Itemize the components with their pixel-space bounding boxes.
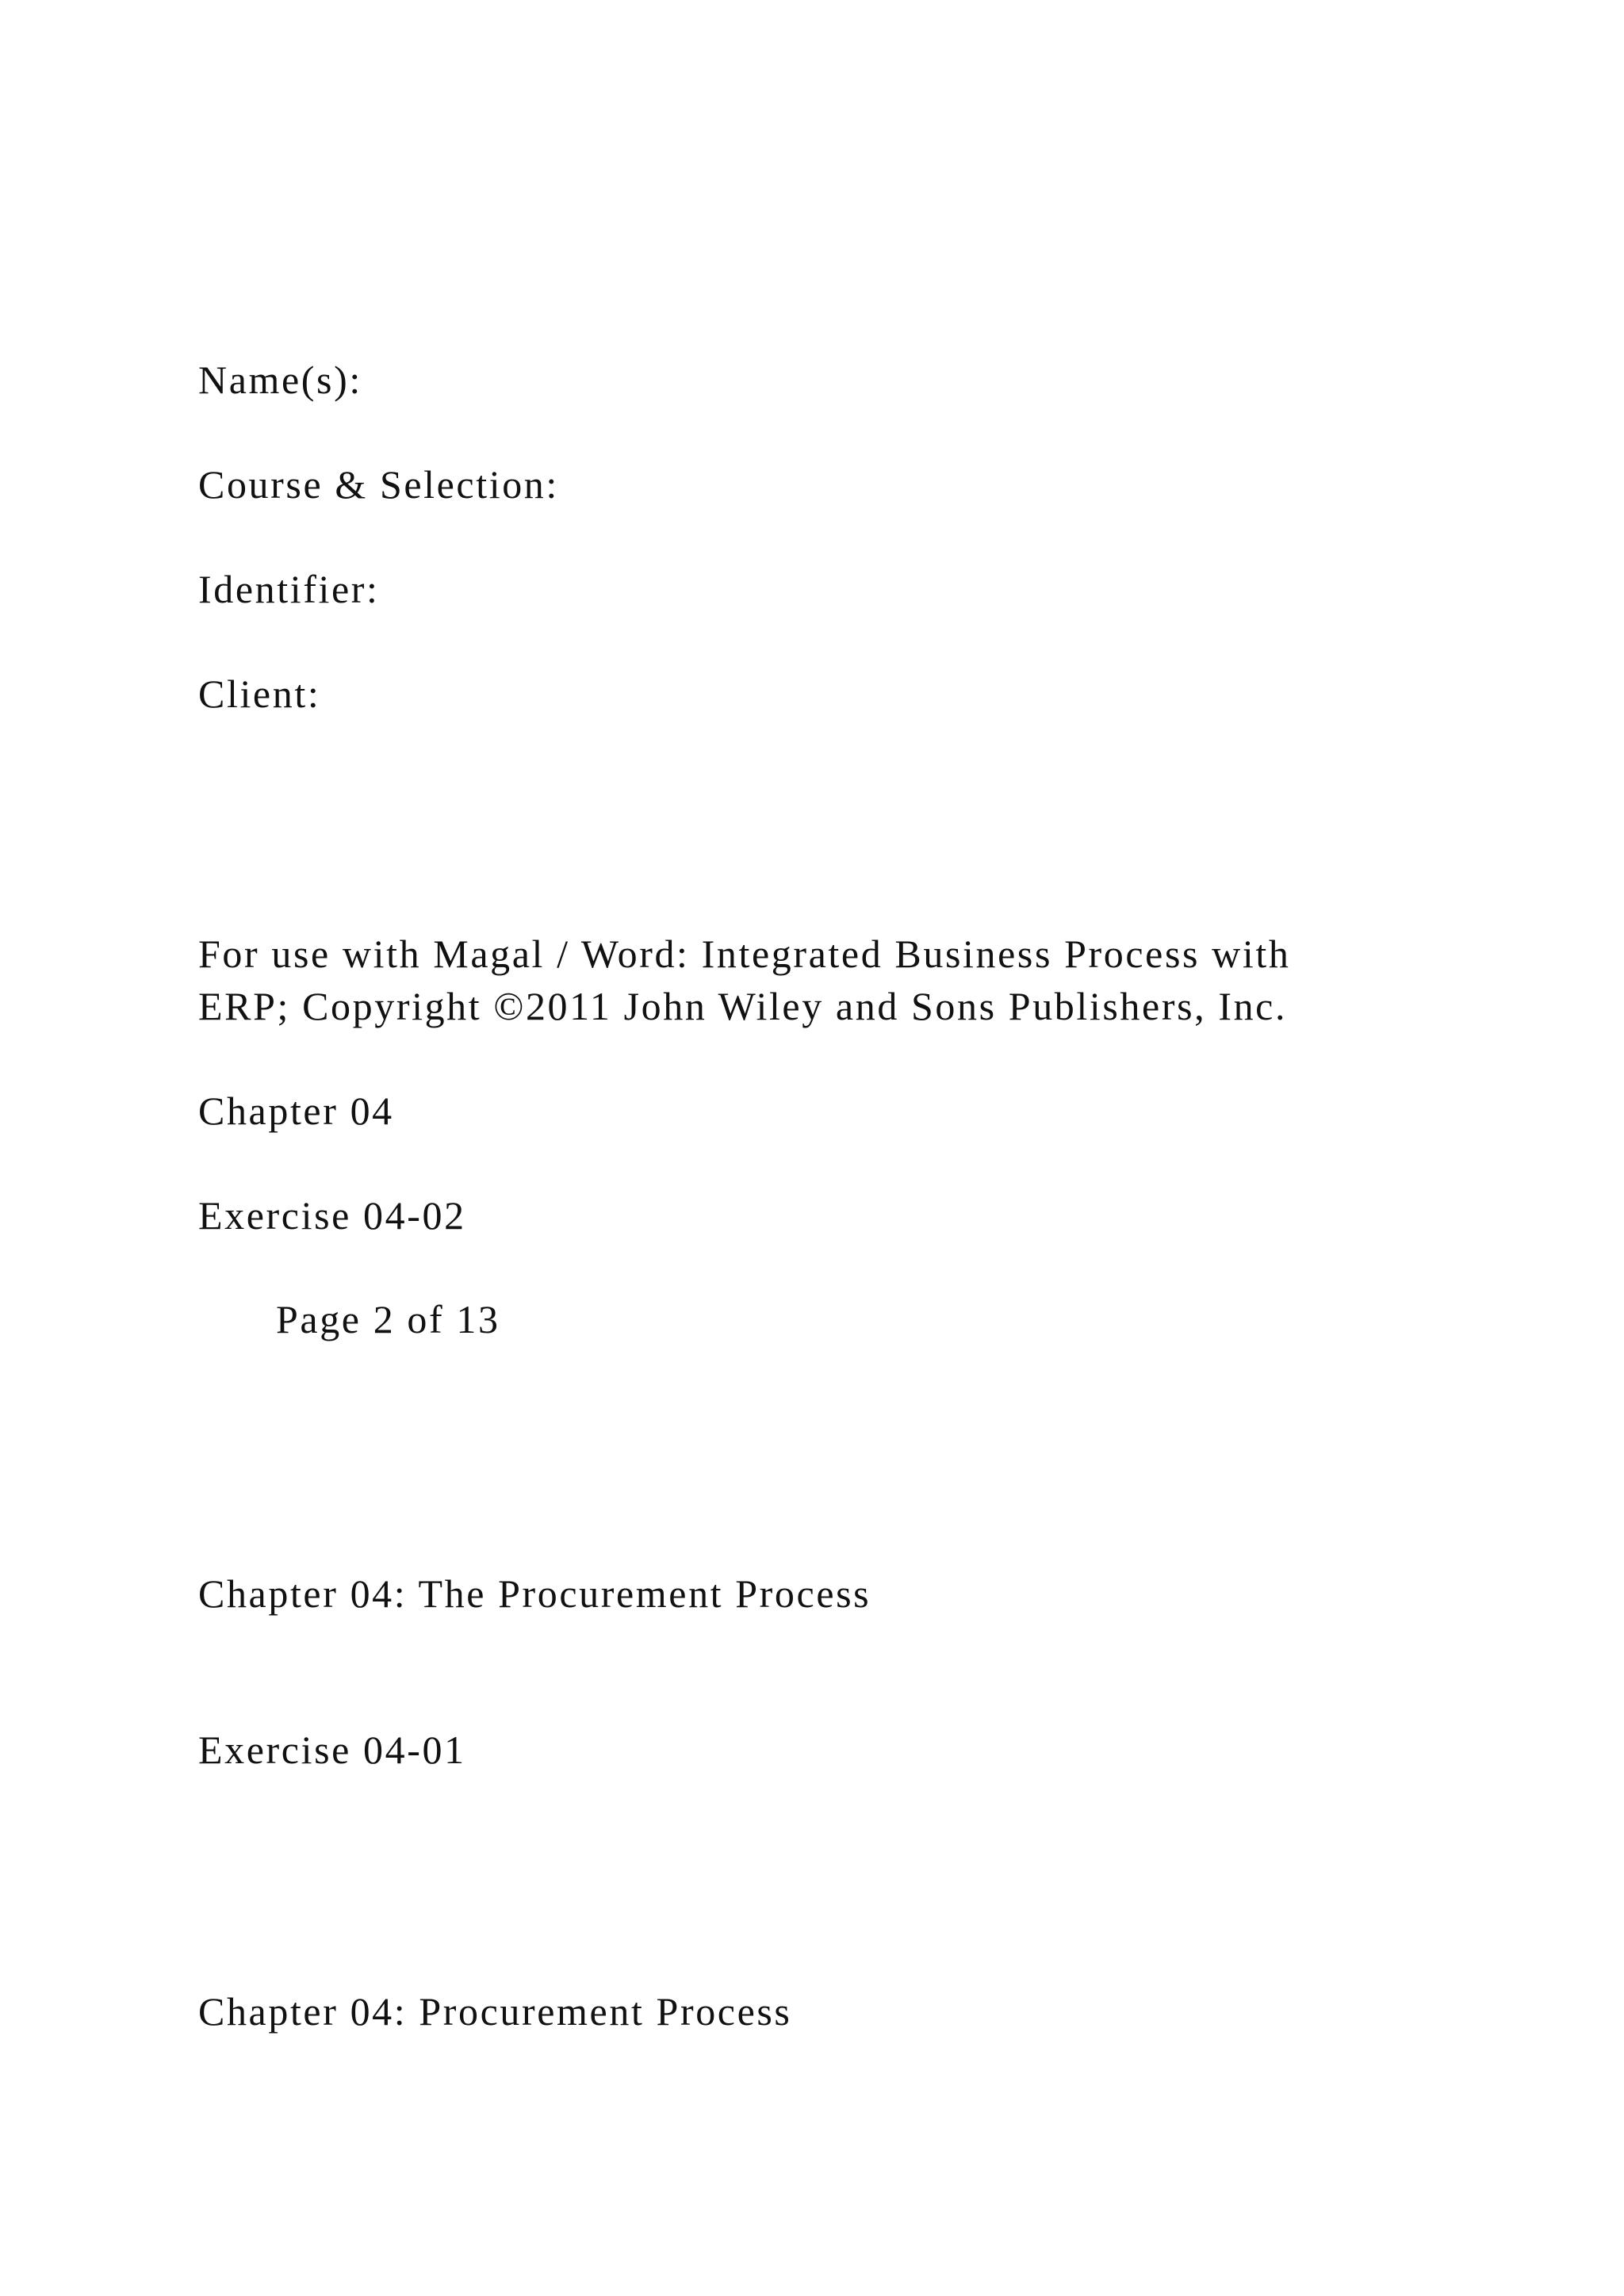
footer-chapter: Chapter 04 xyxy=(198,1089,394,1133)
footer-exercise: Exercise 04-02 xyxy=(198,1193,466,1238)
page-number: Page 2 of 13 xyxy=(276,1297,500,1341)
identifier-label: Identifier: xyxy=(198,567,380,611)
chapter-title: Chapter 04: The Procurement Process xyxy=(198,1571,871,1616)
client-label: Client: xyxy=(198,672,321,716)
course-selection-label: Course & Selection: xyxy=(198,462,559,507)
copyright-line-1: For use with Magal / Word: Integrated Business Process with xyxy=(198,932,1291,976)
copyright-line-2: ERP; Copyright ©2011 John Wiley and Sons Publishers, Inc. xyxy=(198,984,1288,1028)
section-chapter-title: Chapter 04: Procurement Process xyxy=(198,1989,792,2034)
exercise-heading: Exercise 04-01 xyxy=(198,1728,466,1772)
names-label: Name(s): xyxy=(198,358,362,402)
